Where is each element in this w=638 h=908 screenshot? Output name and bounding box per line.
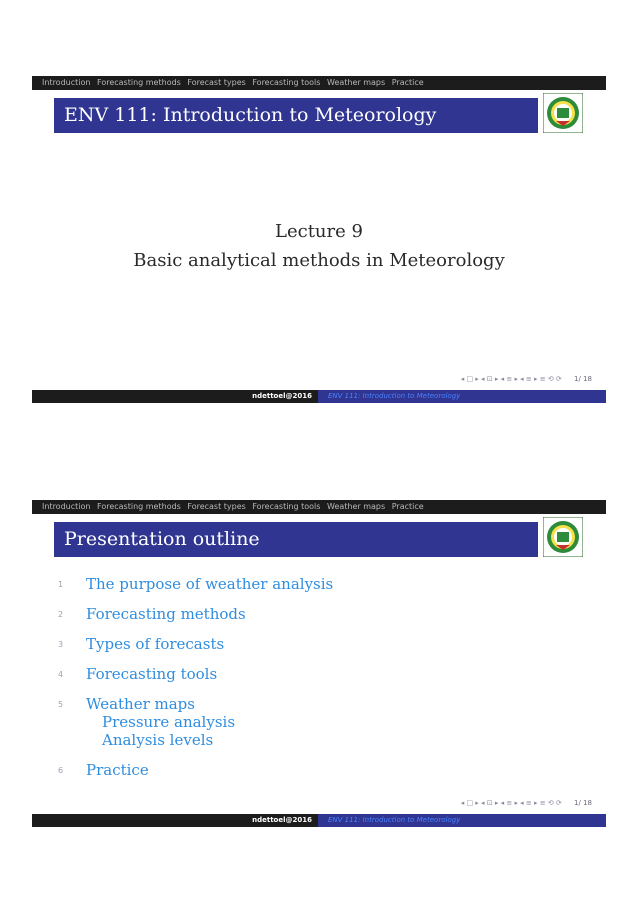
footer-bar [32,390,606,403]
frame-title-bar [54,98,538,133]
page-number: 1/ 18 [574,799,592,807]
page-number: 1/ 18 [574,375,592,383]
nav-weather-maps[interactable]: Weather maps [327,502,386,511]
outline-number: 3 [58,640,64,649]
outline-label[interactable]: Types of forecasts [86,635,225,653]
nav-symbols[interactable]: ◂ □ ▸ ◂ ⊡ ▸ ◂ ≡ ▸ ◂ ≡ ▸ ≡ ⟲ ⟳ [460,375,562,383]
nav-introduction[interactable]: Introduction [42,502,91,511]
frame-title-bar [54,522,538,557]
nav-practice[interactable]: Practice [391,78,424,87]
footer-short-title: ENV 111: Introduction to Meteorology [318,814,606,827]
section-navbar [32,500,606,514]
outline-list [58,576,333,792]
beamer-navigation-symbols[interactable] [461,799,592,807]
lecture-number: Lecture 9 [275,221,363,242]
university-seal-icon [543,93,583,133]
outline-item[interactable] [58,606,333,623]
outline-item[interactable] [58,636,333,653]
frame-title: Presentation outline [64,528,260,550]
lecture-subtitle: Basic analytical methods in Meteorology [133,250,505,271]
nav-practice[interactable]: Practice [391,502,424,511]
outline-number: 6 [58,766,64,775]
outline-item[interactable] [58,696,333,749]
footer-bar [32,814,606,827]
beamer-navigation-symbols[interactable] [461,375,592,383]
footer-author: ndettoel@2016 [32,814,318,827]
outline-label[interactable]: Forecasting methods [86,605,246,623]
outline-number: 2 [58,610,64,619]
nav-forecast-types[interactable]: Forecast types [187,78,246,87]
outline-slide [32,500,606,827]
nav-forecasting-tools[interactable]: Forecasting tools [252,78,321,87]
university-seal-icon [543,517,583,557]
nav-forecast-types[interactable]: Forecast types [187,502,246,511]
outline-number: 4 [58,670,64,679]
outline-item[interactable] [58,666,333,683]
nav-forecasting-methods[interactable]: Forecasting methods [97,502,181,511]
title-slide [32,76,606,403]
outline-label[interactable]: Practice [86,761,149,779]
nav-weather-maps[interactable]: Weather maps [327,78,386,87]
outline-number: 1 [58,580,64,589]
outline-item[interactable] [58,762,333,779]
footer-author: ndettoel@2016 [32,390,318,403]
outline-label[interactable]: The purpose of weather analysis [86,575,334,593]
nav-introduction[interactable]: Introduction [42,78,91,87]
section-navbar [32,76,606,90]
nav-symbols[interactable]: ◂ □ ▸ ◂ ⊡ ▸ ◂ ≡ ▸ ◂ ≡ ▸ ≡ ⟲ ⟳ [460,799,562,807]
outline-subitem[interactable]: Analysis levels [102,731,214,749]
outline-number: 5 [58,700,64,709]
outline-item[interactable] [58,576,333,593]
nav-forecasting-methods[interactable]: Forecasting methods [97,78,181,87]
nav-forecasting-tools[interactable]: Forecasting tools [252,502,321,511]
outline-label[interactable]: Forecasting tools [86,665,218,683]
frame-title: ENV 111: Introduction to Meteorology [64,104,437,126]
outline-subitem[interactable]: Pressure analysis [102,713,236,731]
footer-short-title: ENV 111: Introduction to Meteorology [318,390,606,403]
outline-label[interactable]: Weather maps [86,695,195,713]
